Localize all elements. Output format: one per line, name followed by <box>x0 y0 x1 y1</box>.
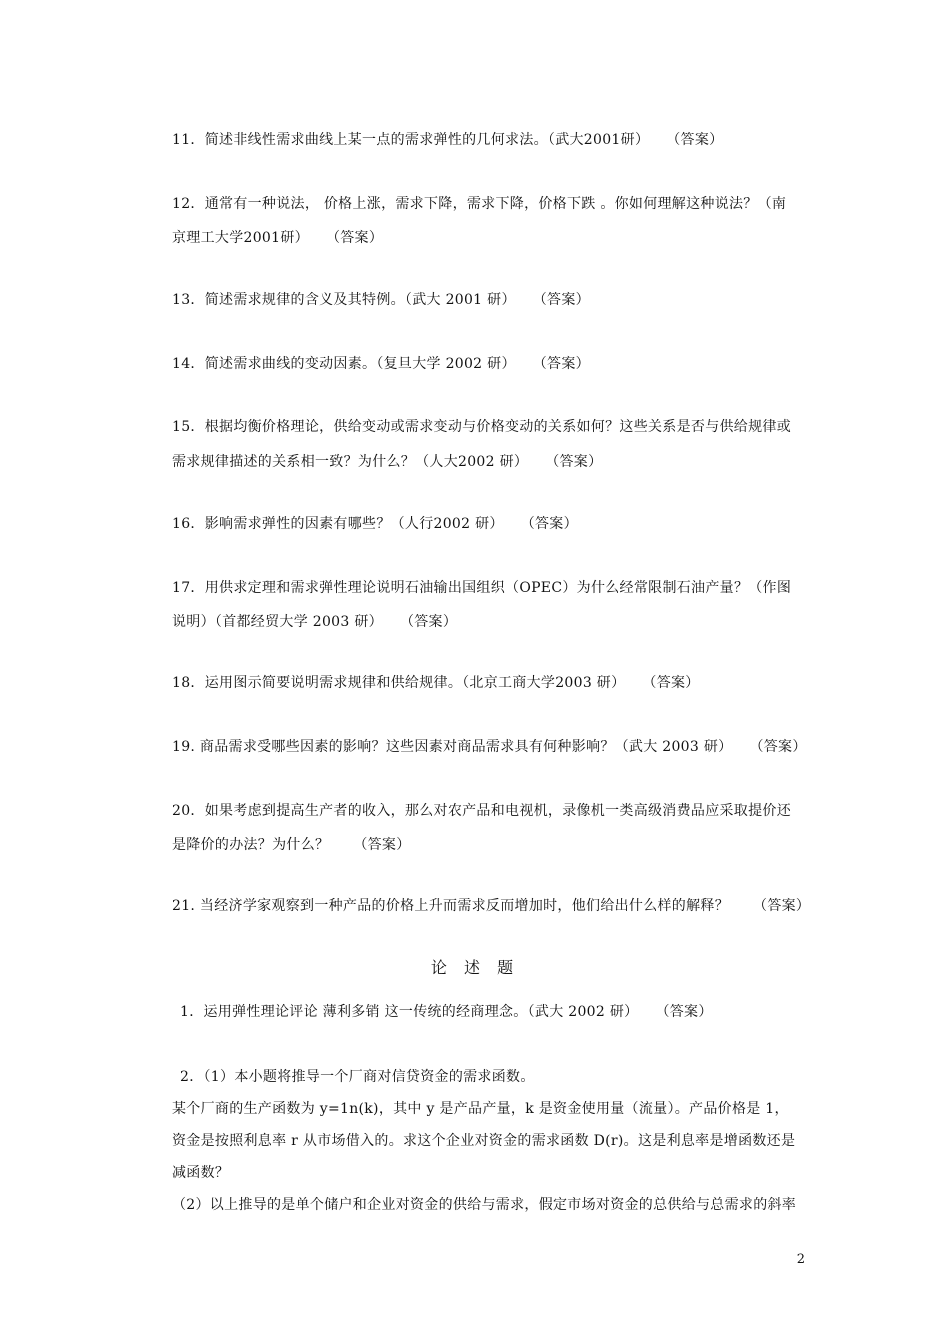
question-text: 说明）（首都经贸大学 2003 研） <box>172 614 383 630</box>
question-20-line-1: 20．如果考虑到提高生产者的收入，那么对农产品和电视机，录像机一类高级消费品应采取提价还 <box>172 803 792 819</box>
answer-link[interactable]: （答案） <box>527 516 578 532</box>
question-text: 13．简述需求规律的含义及其特例。（武大 2001 研） <box>172 292 516 308</box>
question-text: 京理工大学2001研） <box>172 230 309 246</box>
answer-link[interactable]: （答案） <box>332 230 384 246</box>
question-15-line-1: 15．根据均衡价格理论，供给变动或需求变动与价格变动的关系如何？这些关系是否与供给规律或 <box>172 419 792 435</box>
section-title: 论 述 题 <box>430 958 520 977</box>
answer-link[interactable]: （答案） <box>353 837 411 853</box>
question-14 <box>172 353 590 373</box>
essay-question-2-body-4: （2）以上推导的是单个储户和企业对资金的供给与需求，假定市场对资金的总供给与总需求的斜率 <box>172 1197 797 1213</box>
answer-link[interactable]: （答案） <box>539 292 590 308</box>
answer-link[interactable]: （答案） <box>649 675 700 691</box>
question-18 <box>172 672 700 692</box>
essay-question-1 <box>180 1001 713 1021</box>
question-21 <box>172 895 810 915</box>
question-19 <box>172 736 807 756</box>
question-text: 19. 商品需求受哪些因素的影响？这些因素对商品需求具有何种影响？（武大 2003 研） <box>172 739 733 755</box>
essay-question-2-body-1: 某个厂商的生产函数为 y=1n(k)，其中 y 是产品产量，k 是资金使用量（流量）。产品价格是 1， <box>172 1101 789 1117</box>
answer-link[interactable]: （答案） <box>539 356 590 372</box>
answer-link[interactable]: （答案） <box>662 1004 713 1020</box>
question-text: 21. 当经济学家观察到一种产品的价格上升而需求反而增加时，他们给出什么样的解释？ <box>172 898 730 914</box>
question-text: 是降价的办法？为什么？ <box>172 837 330 853</box>
question-11 <box>172 129 723 149</box>
question-17-line-1: 17．用供求定理和需求弹性理论说明石油输出国组织（OPEC）为什么经常限制石油产量？（作图 <box>172 580 792 596</box>
answer-link[interactable]: （答案） <box>406 614 458 630</box>
essay-question-2-body-2: 资金是按照利息率 r 从市场借入的。求这个企业对资金的需求函数 D(r)。这是利息率是增函数还是 <box>172 1133 796 1149</box>
question-text: 16．影响需求弹性的因素有哪些？（人行2002 研） <box>172 516 504 532</box>
question-text: 1．运用弹性理论评论 薄利多销 这一传统的经商理念。（武大 2002 研） <box>180 1004 639 1020</box>
question-text: 11．简述非线性需求曲线上某一点的需求弹性的几何求法。（武大2001研） <box>172 132 650 148</box>
answer-link[interactable]: （答案） <box>552 454 603 470</box>
answer-link[interactable]: （答案） <box>673 132 724 148</box>
page-number: 2 <box>796 1252 805 1267</box>
question-16 <box>172 513 578 533</box>
question-text: 需求规律描述的关系相一致？为什么？（人大2002 研） <box>172 454 529 470</box>
question-20-line-2 <box>172 834 411 854</box>
question-text: 18．运用图示简要说明需求规律和供给规律。（北京工商大学2003 研） <box>172 675 626 691</box>
essay-question-2-heading: 2．（1）本小题将推导一个厂商对信贷资金的需求函数。 <box>180 1069 535 1085</box>
answer-link[interactable]: （答案） <box>753 898 811 914</box>
question-12-line-1: 12．通常有一种说法， 价格上涨，需求下降，需求下降，价格下跌 。你如何理解这种说法？（南 <box>172 196 787 212</box>
answer-link[interactable]: （答案） <box>756 739 807 755</box>
question-15-line-2 <box>172 451 602 471</box>
question-text: 14．简述需求曲线的变动因素。（复旦大学 2002 研） <box>172 356 516 372</box>
essay-question-2-body-3: 减函数？ <box>172 1165 230 1181</box>
question-12-line-2 <box>172 227 383 247</box>
question-17-line-2 <box>172 611 457 631</box>
question-13 <box>172 289 590 309</box>
